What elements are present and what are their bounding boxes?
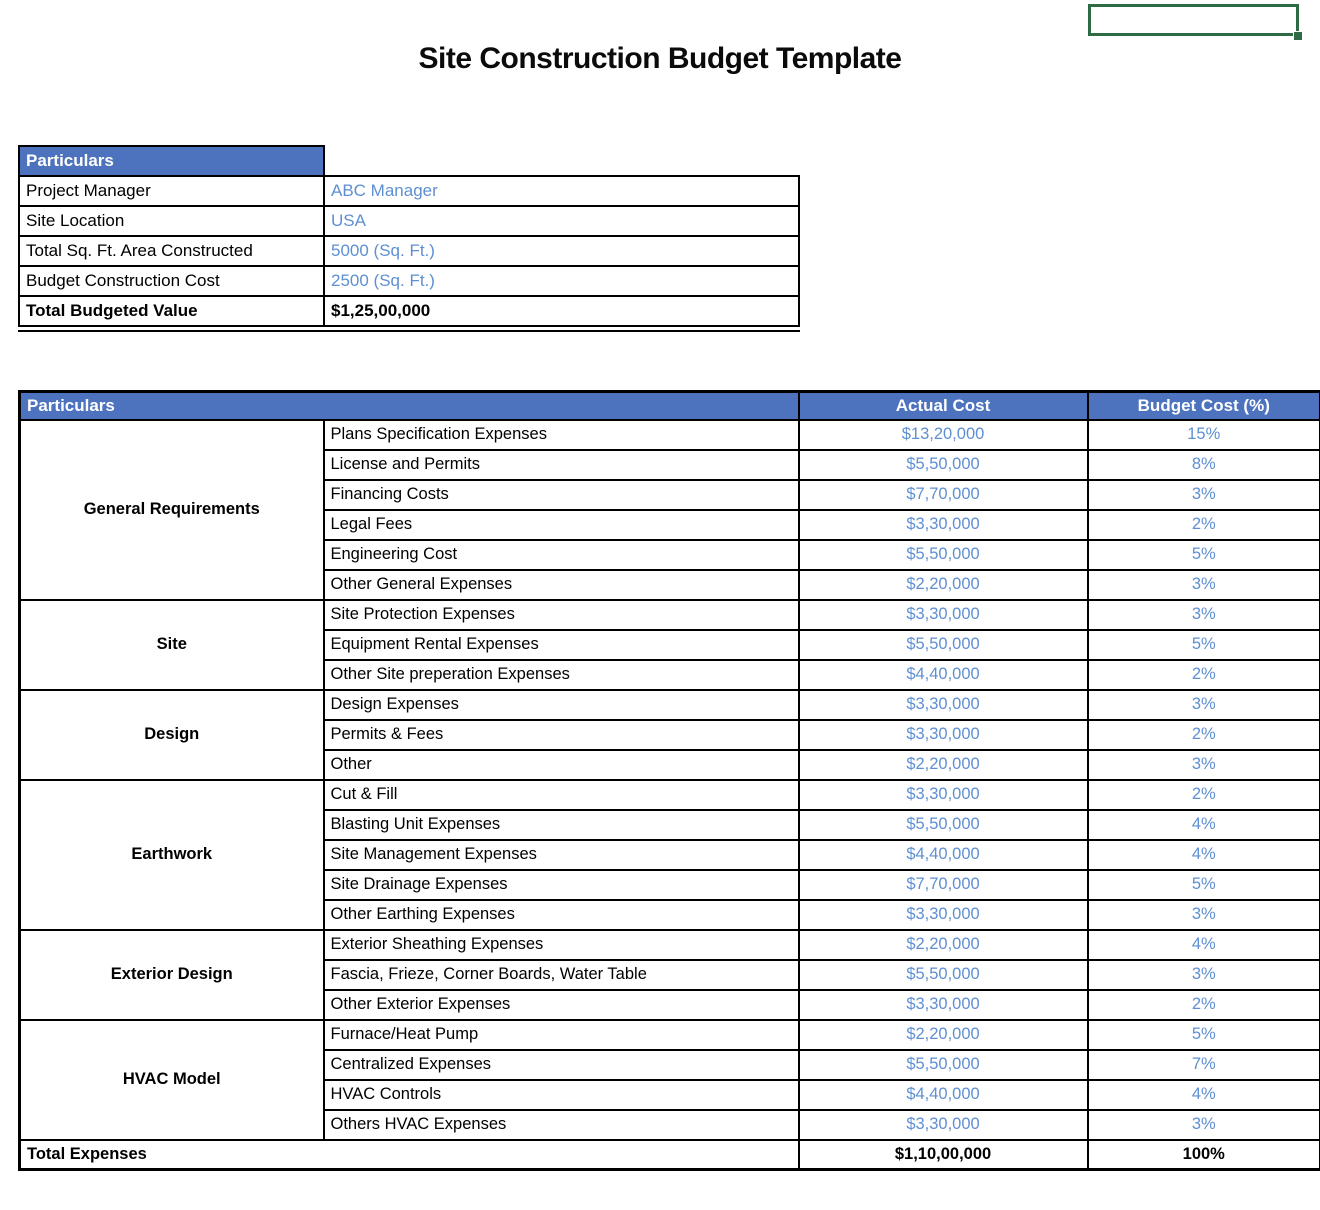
item-cell: Exterior Sheathing Expenses xyxy=(324,930,799,960)
info-header-filler xyxy=(324,146,799,176)
pct-cell[interactable]: 2% xyxy=(1088,780,1320,810)
cost-cell[interactable]: $3,30,000 xyxy=(799,1110,1088,1140)
cost-cell[interactable]: $2,20,000 xyxy=(799,750,1088,780)
pct-cell[interactable]: 3% xyxy=(1088,600,1320,630)
item-cell: Blasting Unit Expenses xyxy=(324,810,799,840)
cost-cell[interactable]: $7,70,000 xyxy=(799,480,1088,510)
category-cell-design: Design xyxy=(20,690,324,780)
pct-cell[interactable]: 3% xyxy=(1088,900,1320,930)
item-cell: Other General Expenses xyxy=(324,570,799,600)
info-value-area-constructed[interactable]: 5000 (Sq. Ft.) xyxy=(324,236,799,266)
cost-cell[interactable]: $5,50,000 xyxy=(799,450,1088,480)
info-value-site-location[interactable]: USA xyxy=(324,206,799,236)
pct-cell[interactable]: 4% xyxy=(1088,810,1320,840)
cost-cell[interactable]: $3,30,000 xyxy=(799,600,1088,630)
info-row-total-budgeted-value xyxy=(19,296,799,326)
cost-cell[interactable]: $5,50,000 xyxy=(799,630,1088,660)
total-expenses-row xyxy=(20,1140,1320,1170)
pct-cell[interactable]: 3% xyxy=(1088,960,1320,990)
pct-cell[interactable]: 5% xyxy=(1088,1020,1320,1050)
info-value-budget-construction-cost[interactable]: 2500 (Sq. Ft.) xyxy=(324,266,799,296)
item-cell: Other xyxy=(324,750,799,780)
pct-cell[interactable]: 8% xyxy=(1088,450,1320,480)
pct-cell[interactable]: 2% xyxy=(1088,660,1320,690)
pct-cell[interactable]: 3% xyxy=(1088,570,1320,600)
cost-cell[interactable]: $5,50,000 xyxy=(799,960,1088,990)
category-cell-earthwork: Earthwork xyxy=(20,780,324,930)
item-cell: Other Exterior Expenses xyxy=(324,990,799,1020)
budget-row xyxy=(20,1020,1320,1050)
item-cell: Site Drainage Expenses xyxy=(324,870,799,900)
info-table-double-underline xyxy=(18,330,800,332)
pct-cell[interactable]: 4% xyxy=(1088,930,1320,960)
project-info-table xyxy=(18,145,800,327)
budget-row xyxy=(20,420,1320,450)
item-cell: Furnace/Heat Pump xyxy=(324,1020,799,1050)
cost-cell[interactable]: $3,30,000 xyxy=(799,690,1088,720)
pct-cell[interactable]: 4% xyxy=(1088,1080,1320,1110)
pct-cell[interactable]: 2% xyxy=(1088,510,1320,540)
pct-cell[interactable]: 2% xyxy=(1088,720,1320,750)
info-value-project-manager[interactable]: ABC Manager xyxy=(324,176,799,206)
item-cell: Site Protection Expenses xyxy=(324,600,799,630)
pct-cell[interactable]: 4% xyxy=(1088,840,1320,870)
item-cell: Legal Fees xyxy=(324,510,799,540)
cost-cell[interactable]: $2,20,000 xyxy=(799,570,1088,600)
info-header-row xyxy=(19,146,799,176)
cost-cell[interactable]: $13,20,000 xyxy=(799,420,1088,450)
item-cell: Centralized Expenses xyxy=(324,1050,799,1080)
item-cell: Fascia, Frieze, Corner Boards, Water Table xyxy=(324,960,799,990)
budget-row xyxy=(20,780,1320,810)
pct-cell[interactable]: 5% xyxy=(1088,870,1320,900)
info-label-project-manager: Project Manager xyxy=(19,176,324,206)
item-cell: Engineering Cost xyxy=(324,540,799,570)
cost-cell[interactable]: $2,20,000 xyxy=(799,1020,1088,1050)
info-row-area-constructed xyxy=(19,236,799,266)
item-cell: Equipment Rental Expenses xyxy=(324,630,799,660)
pct-cell[interactable]: 7% xyxy=(1088,1050,1320,1080)
budget-header-actual-cost: Actual Cost xyxy=(799,392,1088,420)
item-cell: Design Expenses xyxy=(324,690,799,720)
budget-header-row xyxy=(20,392,1320,420)
item-cell: License and Permits xyxy=(324,450,799,480)
pct-cell[interactable]: 3% xyxy=(1088,480,1320,510)
info-row-budget-construction-cost xyxy=(19,266,799,296)
info-label-area-constructed: Total Sq. Ft. Area Constructed xyxy=(19,236,324,266)
category-cell-exterior-design: Exterior Design xyxy=(20,930,324,1020)
budget-header-particulars: Particulars xyxy=(20,392,799,420)
cost-cell[interactable]: $4,40,000 xyxy=(799,840,1088,870)
item-cell: Other Earthing Expenses xyxy=(324,900,799,930)
cost-cell[interactable]: $3,30,000 xyxy=(799,780,1088,810)
category-cell-hvac-model: HVAC Model xyxy=(20,1020,324,1140)
cost-cell[interactable]: $3,30,000 xyxy=(799,990,1088,1020)
cost-cell[interactable]: $5,50,000 xyxy=(799,1050,1088,1080)
item-cell: Others HVAC Expenses xyxy=(324,1110,799,1140)
total-expenses-label: Total Expenses xyxy=(20,1140,799,1170)
info-label-total-budgeted-value: Total Budgeted Value xyxy=(19,296,324,326)
page-title: Site Construction Budget Template xyxy=(418,42,902,75)
cost-cell[interactable]: $3,30,000 xyxy=(799,720,1088,750)
item-cell: Financing Costs xyxy=(324,480,799,510)
pct-cell[interactable]: 3% xyxy=(1088,750,1320,780)
pct-cell[interactable]: 3% xyxy=(1088,690,1320,720)
cost-cell[interactable]: $4,40,000 xyxy=(799,660,1088,690)
pct-cell[interactable]: 2% xyxy=(1088,990,1320,1020)
budget-row xyxy=(20,600,1320,630)
pct-cell[interactable]: 5% xyxy=(1088,630,1320,660)
item-cell: Cut & Fill xyxy=(324,780,799,810)
item-cell: Permits & Fees xyxy=(324,720,799,750)
cost-cell[interactable]: $3,30,000 xyxy=(799,900,1088,930)
cost-cell[interactable]: $4,40,000 xyxy=(799,1080,1088,1110)
info-row-project-manager xyxy=(19,176,799,206)
budget-table xyxy=(18,390,1320,1171)
info-label-budget-construction-cost: Budget Construction Cost xyxy=(19,266,324,296)
budget-row xyxy=(20,690,1320,720)
item-cell: Site Management Expenses xyxy=(324,840,799,870)
cost-cell[interactable]: $3,30,000 xyxy=(799,510,1088,540)
cost-cell[interactable]: $2,20,000 xyxy=(799,930,1088,960)
total-budget-pct[interactable]: 100% xyxy=(1088,1140,1320,1170)
budget-header-budget-cost: Budget Cost (%) xyxy=(1088,392,1320,420)
info-header-particulars: Particulars xyxy=(19,146,324,176)
info-label-site-location: Site Location xyxy=(19,206,324,236)
pct-cell[interactable]: 3% xyxy=(1088,1110,1320,1140)
cost-cell[interactable]: $7,70,000 xyxy=(799,870,1088,900)
item-cell: HVAC Controls xyxy=(324,1080,799,1110)
cost-cell[interactable]: $5,50,000 xyxy=(799,540,1088,570)
category-cell-site: Site xyxy=(20,600,324,690)
pct-cell[interactable]: 5% xyxy=(1088,540,1320,570)
info-value-total-budgeted-value[interactable]: $1,25,00,000 xyxy=(324,296,799,326)
total-actual-cost[interactable]: $1,10,00,000 xyxy=(799,1140,1088,1170)
category-cell-general-requirements: General Requirements xyxy=(20,420,324,600)
info-row-site-location xyxy=(19,206,799,236)
item-cell: Plans Specification Expenses xyxy=(324,420,799,450)
fill-handle[interactable] xyxy=(1293,31,1303,41)
cell-selection-box xyxy=(1088,4,1299,36)
cost-cell[interactable]: $5,50,000 xyxy=(799,810,1088,840)
item-cell: Other Site preperation Expenses xyxy=(324,660,799,690)
pct-cell[interactable]: 15% xyxy=(1088,420,1320,450)
budget-row xyxy=(20,930,1320,960)
